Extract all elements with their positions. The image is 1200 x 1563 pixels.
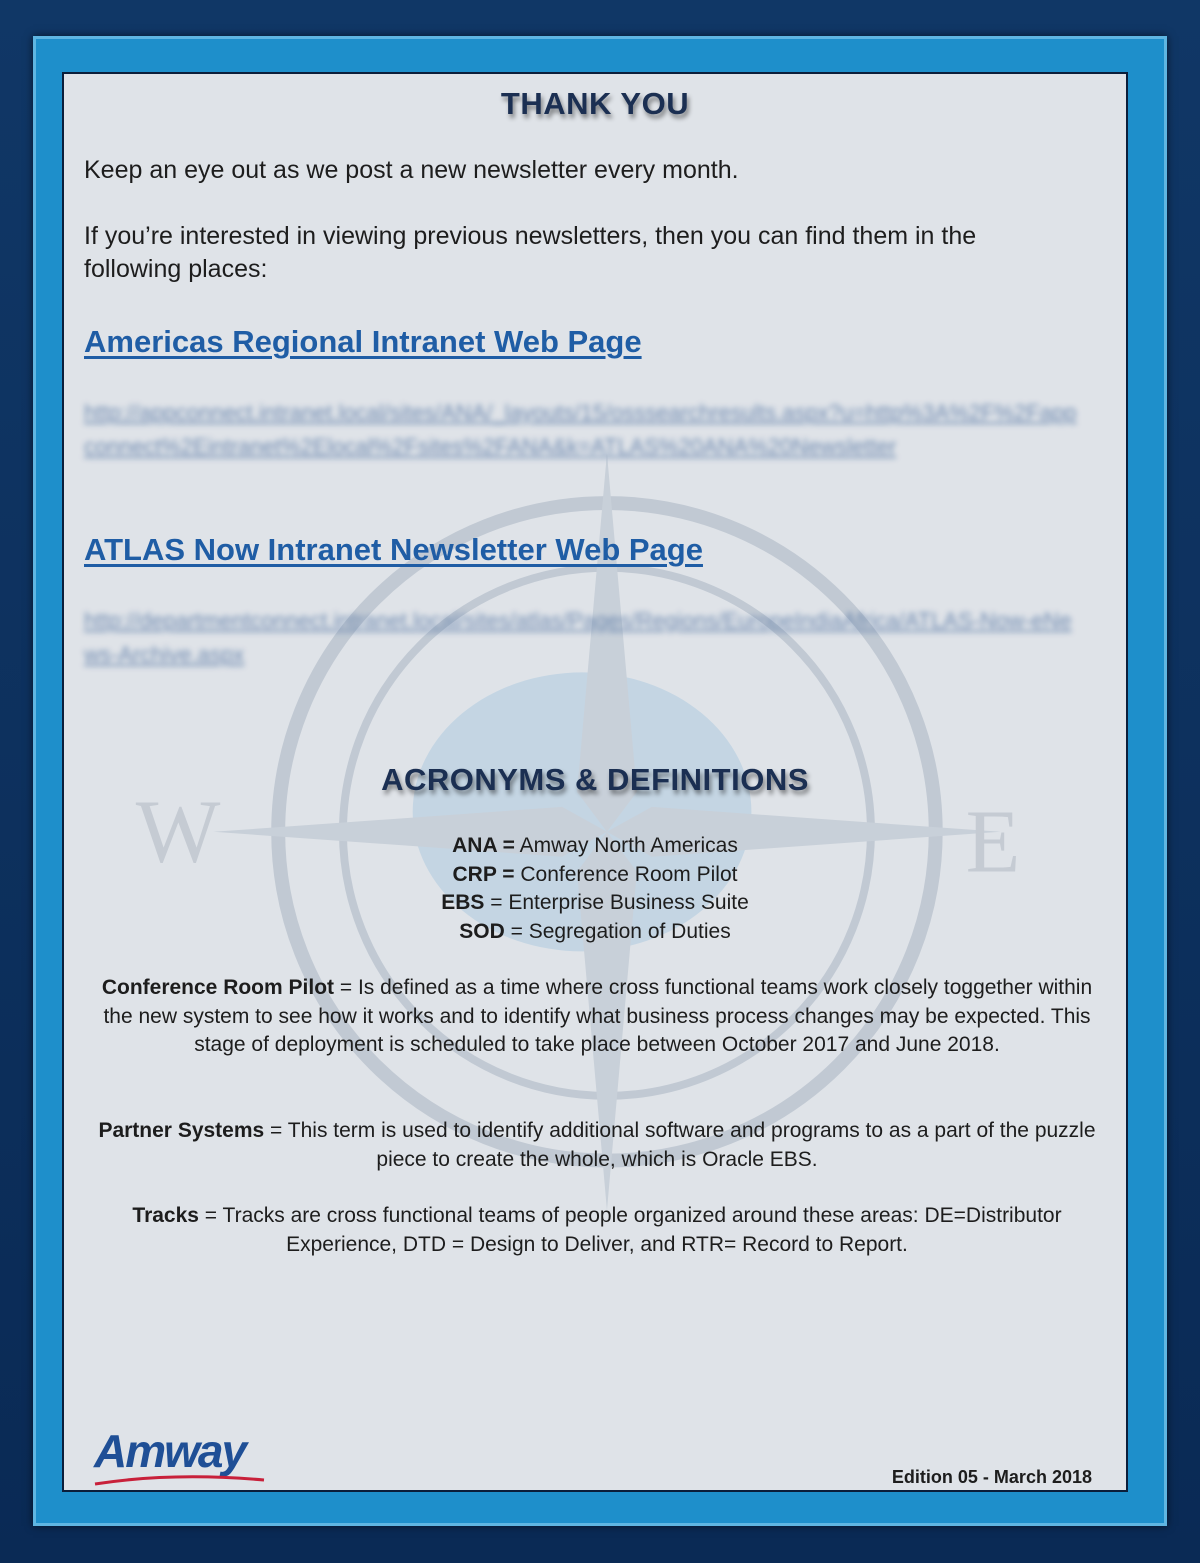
acronym-meaning: Amway North Americas xyxy=(514,834,738,857)
definition-term: Partner Systems xyxy=(98,1119,265,1142)
acronym-meaning: = Segregation of Duties xyxy=(504,919,731,943)
definition-text: = Is defined as a time where cross functional teams work closely toggether within the new system to see how it works and to identify what business process changes may be expected. This stage of deployment is scheduled to take place between October 2017 and June 2018. xyxy=(103,976,1093,1056)
amway-logo: Amway xyxy=(94,1425,246,1477)
acronym-term: ANA = xyxy=(452,834,515,857)
atlas-now-url-blurred[interactable]: http://departmentconnect.intranet.local/sites/atlas/Pages/Regions/EuropeIndiaAfrica/ATLAS-Now-eNews-Archive.aspx xyxy=(84,608,1072,667)
watermark-e: E xyxy=(965,792,1021,892)
definition-text: = This term is used to identify additional software and programs to as a part of the puzzle piece to create the whole, which is Oracle EBS. xyxy=(264,1119,1096,1171)
definition-conference-room-pilot xyxy=(94,974,1100,1060)
acronyms-heading: ACRONYMS & DEFINITIONS xyxy=(381,762,809,797)
acronym-meaning: = Enterprise Business Suite xyxy=(484,891,749,914)
americas-intranet-url-blurred[interactable]: http://appconnect.intranet.local/sites/ANA/_layouts/15/osssearchresults.aspx?u=http%3A%2F%2Fappconnect%2Eintranet%2Elocal%2Fsites%2FANA&k=ATLAS%20ANA%20Newsletter xyxy=(84,400,1077,459)
previous-newsletters-paragraph: If you’re interested in viewing previous newsletters, then you can find them in the following places: xyxy=(84,222,977,283)
definition-term: Conference Room Pilot xyxy=(101,976,335,999)
acronym-meaning: Conference Room Pilot xyxy=(514,862,738,886)
definition-tracks xyxy=(94,1202,1100,1259)
americas-intranet-link[interactable]: Americas Regional Intranet Web Page xyxy=(84,324,642,359)
acronym-term: CRP = xyxy=(452,862,515,886)
watermark-w: W xyxy=(135,782,221,882)
definition-term: Tracks xyxy=(132,1204,199,1227)
acronym-list xyxy=(64,832,1126,946)
intro-paragraph: Keep an eye out as we post a new newsletter every month. xyxy=(84,156,739,184)
acronym-term: EBS xyxy=(441,891,485,914)
definition-text: = Tracks are cross functional teams of people organized around these areas: DE=Distributor Experience, DTD = Design to Deliver, and RTR= Record to Report. xyxy=(198,1204,1062,1256)
acronym-item xyxy=(64,918,1126,947)
amway-logo-swoosh xyxy=(92,1470,267,1490)
acronym-item xyxy=(64,889,1126,918)
acronym-item xyxy=(64,832,1126,861)
acronym-term: SOD xyxy=(459,919,505,943)
thank-you-heading: THANK YOU xyxy=(500,86,690,121)
definition-partner-systems xyxy=(94,1117,1100,1174)
acronym-item xyxy=(64,861,1126,890)
edition-label: Edition 05 - March 2018 xyxy=(891,1467,1092,1487)
newsletter-panel xyxy=(62,72,1128,1492)
content xyxy=(64,74,1126,1490)
atlas-now-newsletter-link[interactable]: ATLAS Now Intranet Newsletter Web Page xyxy=(84,532,703,567)
